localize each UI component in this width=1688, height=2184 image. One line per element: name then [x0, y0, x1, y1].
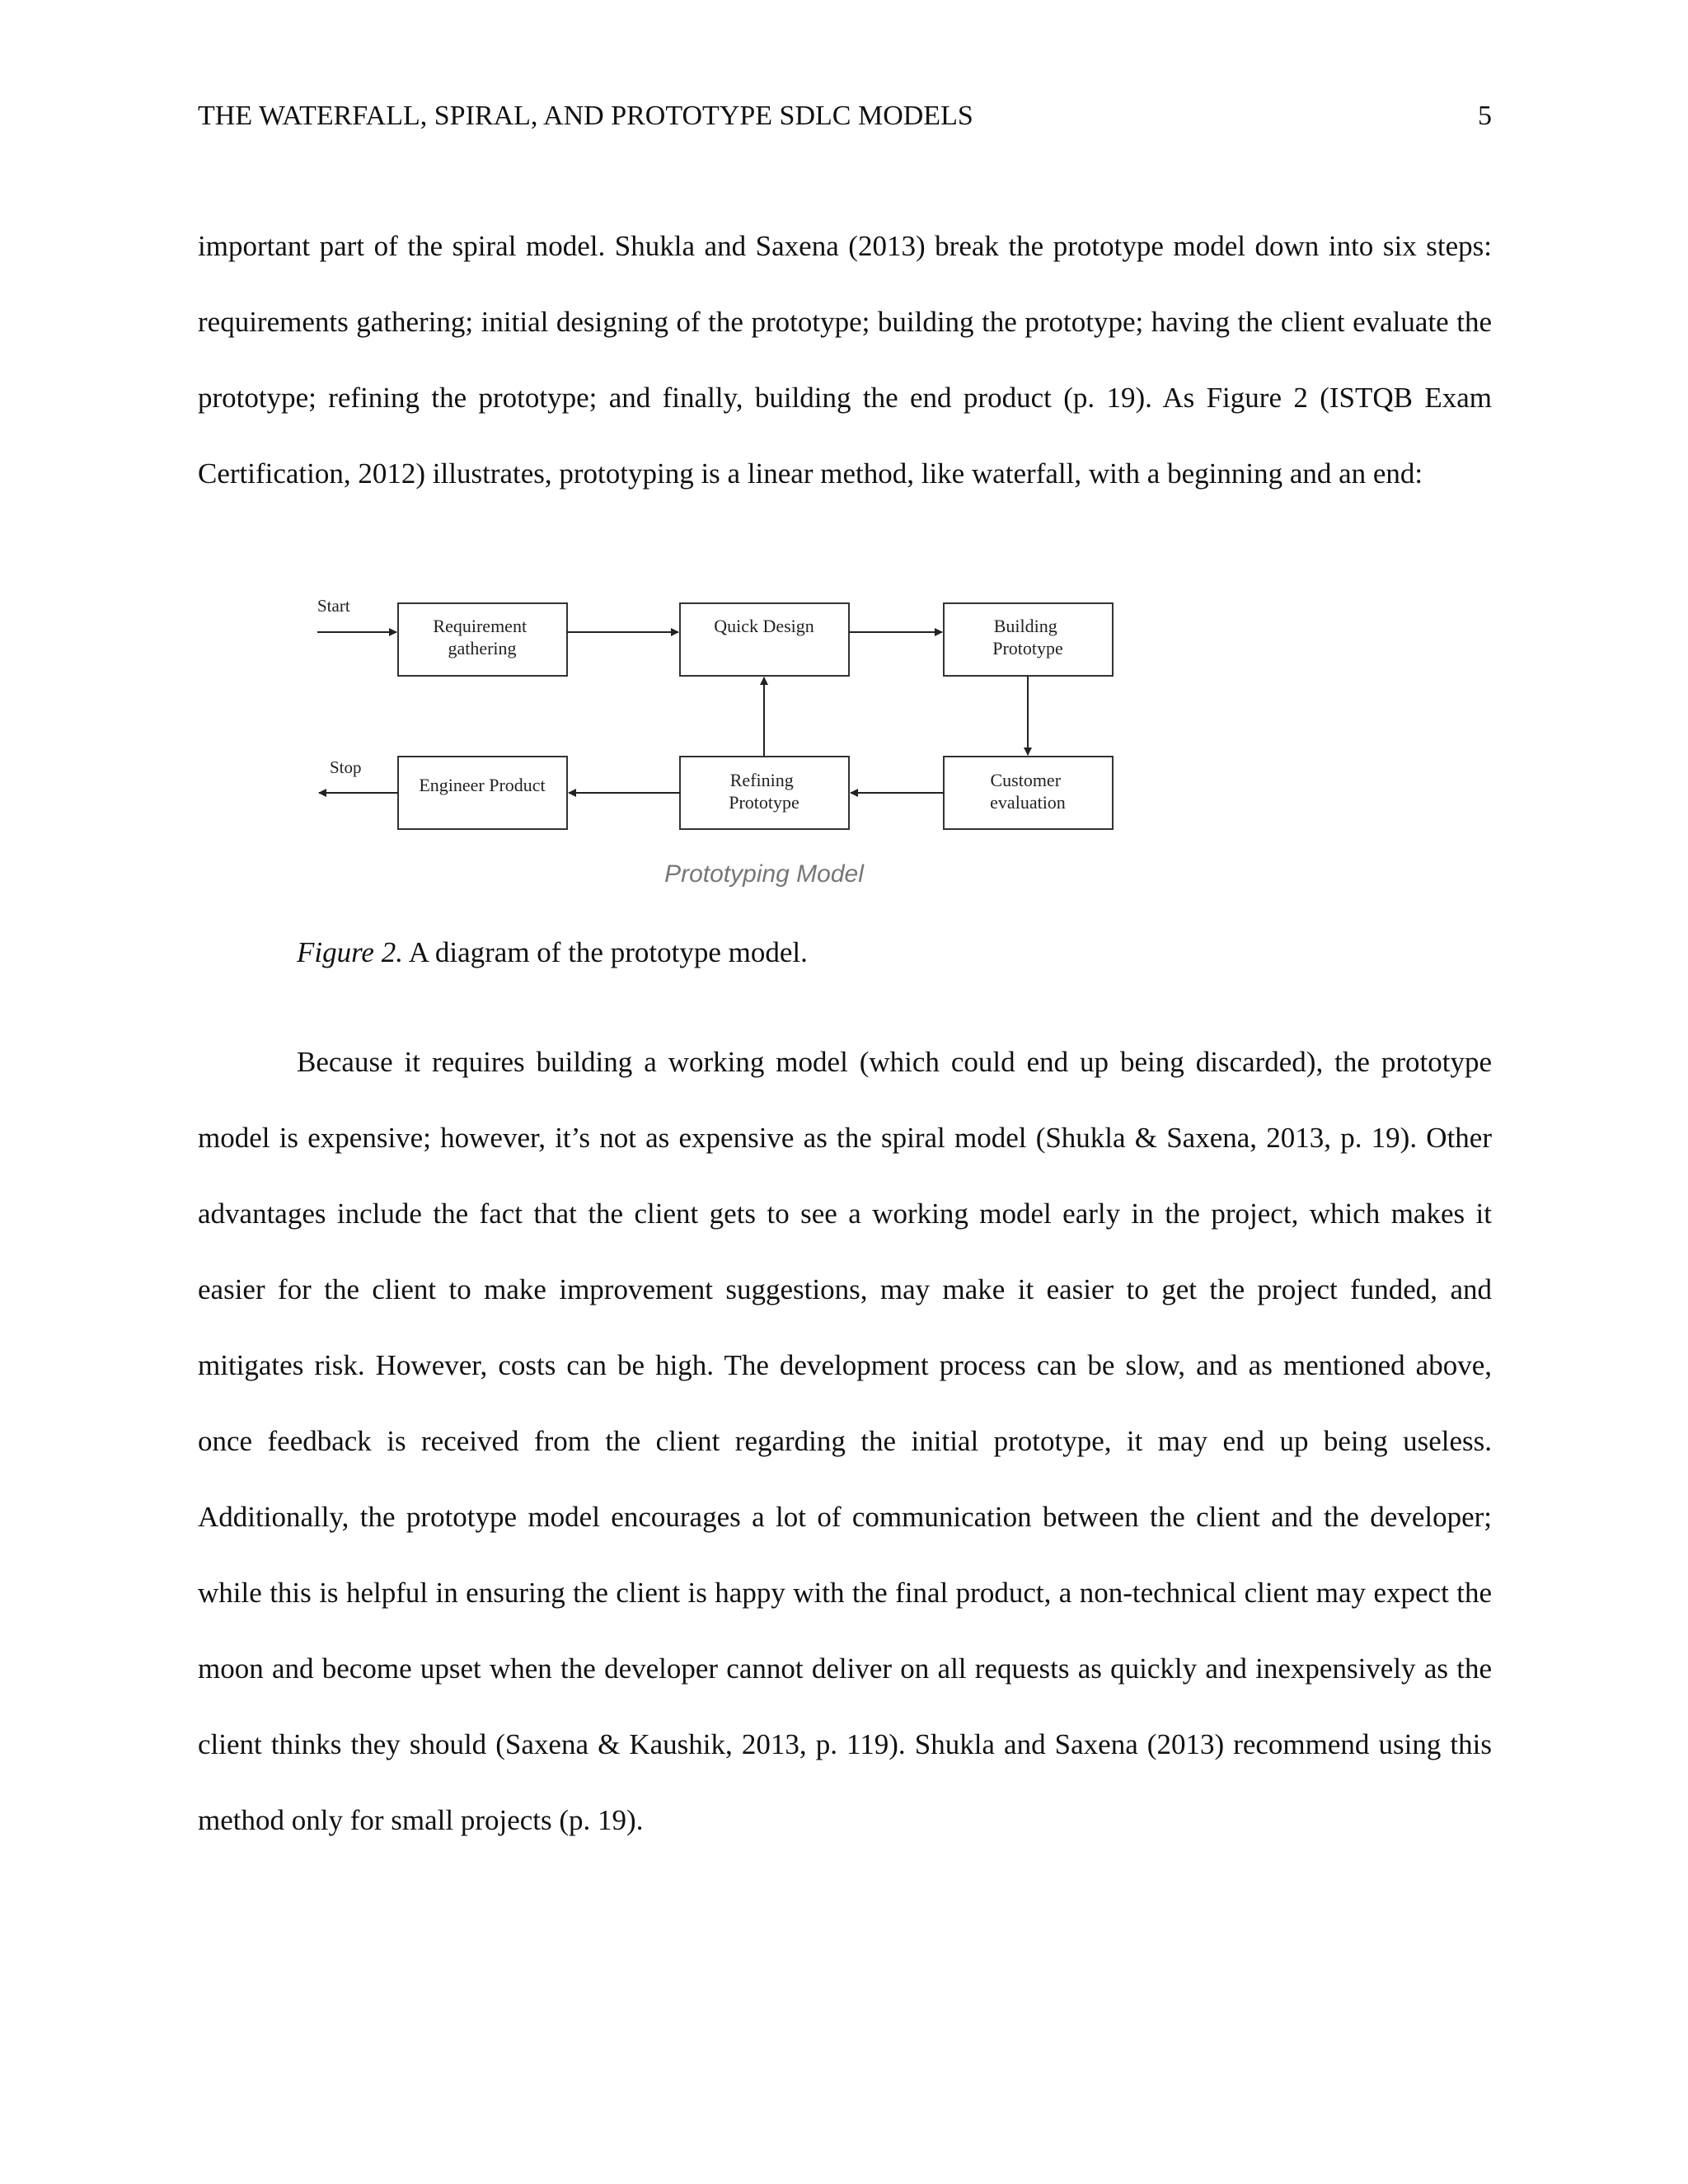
diagram-svg	[305, 585, 1137, 915]
caption-text: A diagram of the prototype model.	[402, 936, 808, 968]
quick-design-label: Quick Design	[714, 616, 814, 636]
running-head-title: THE WATERFALL, SPIRAL, AND PROTOTYPE SDLC MODELS	[198, 101, 973, 131]
paragraph-1: important part of the spiral model. Shukla and Saxena (2013) break the prototype model down into six steps: requirements gathering; initial designing of the prototype; building the prototype; having the client evaluate the prototype; refining the prototype; and finally, building the end product (p. 19). As Figure 2 (ISTQB Exam Certification, 2012) illustrates, prototyping is a linear method, like waterfall, with a beginning and an end:	[198, 230, 1492, 490]
prototype-model-diagram	[305, 585, 1137, 915]
box-quick-design	[680, 603, 849, 676]
start-label: Start	[317, 596, 350, 616]
requirement-gathering-label: Requirement gathering	[433, 616, 528, 658]
building-prototype-label: Building Prototype	[992, 616, 1063, 658]
caption-label: Figure 2.	[297, 936, 403, 968]
customer-evaluation-label: Customer evaluation	[990, 770, 1066, 813]
stop-label: Stop	[330, 757, 362, 777]
figure-caption	[297, 935, 808, 970]
refining-prototype-label: Refining Prototype	[729, 770, 799, 813]
running-head	[198, 99, 1492, 134]
page-number: 5	[1478, 101, 1492, 131]
engineer-product-label: Engineer Product	[419, 775, 546, 795]
paragraph-2: Because it requires building a working model (which could end up being discarded), the prototype model is expensive; however, it’s not as expensive as the spiral model (Shukla & Saxena, 2013, p. 19). Other advantages include the fact that the client gets to see a working model early in the project, which makes it easier for the client to make improvement suggestions, may make it easier to get the project funded, and mitigates risk. However, costs can be high. The development process can be slow, and as mentioned above, once feedback is received from the client regarding the initial prototype, it may end up being useless. Additionally, the prototype model encourages a lot of communication between the client and the developer; while this is helpful in ensuring the client is happy with the final product, a non-technical client may expect the moon and become upset when the developer cannot deliver on all requests as quickly and inexpensively as the client thinks they should (Saxena & Kaushik, 2013, p. 119). Shukla and Saxena (2013) recommend using this method only for small projects (p. 19).	[198, 1046, 1492, 1836]
prototyping-model-label: Prototyping Model	[664, 860, 864, 888]
